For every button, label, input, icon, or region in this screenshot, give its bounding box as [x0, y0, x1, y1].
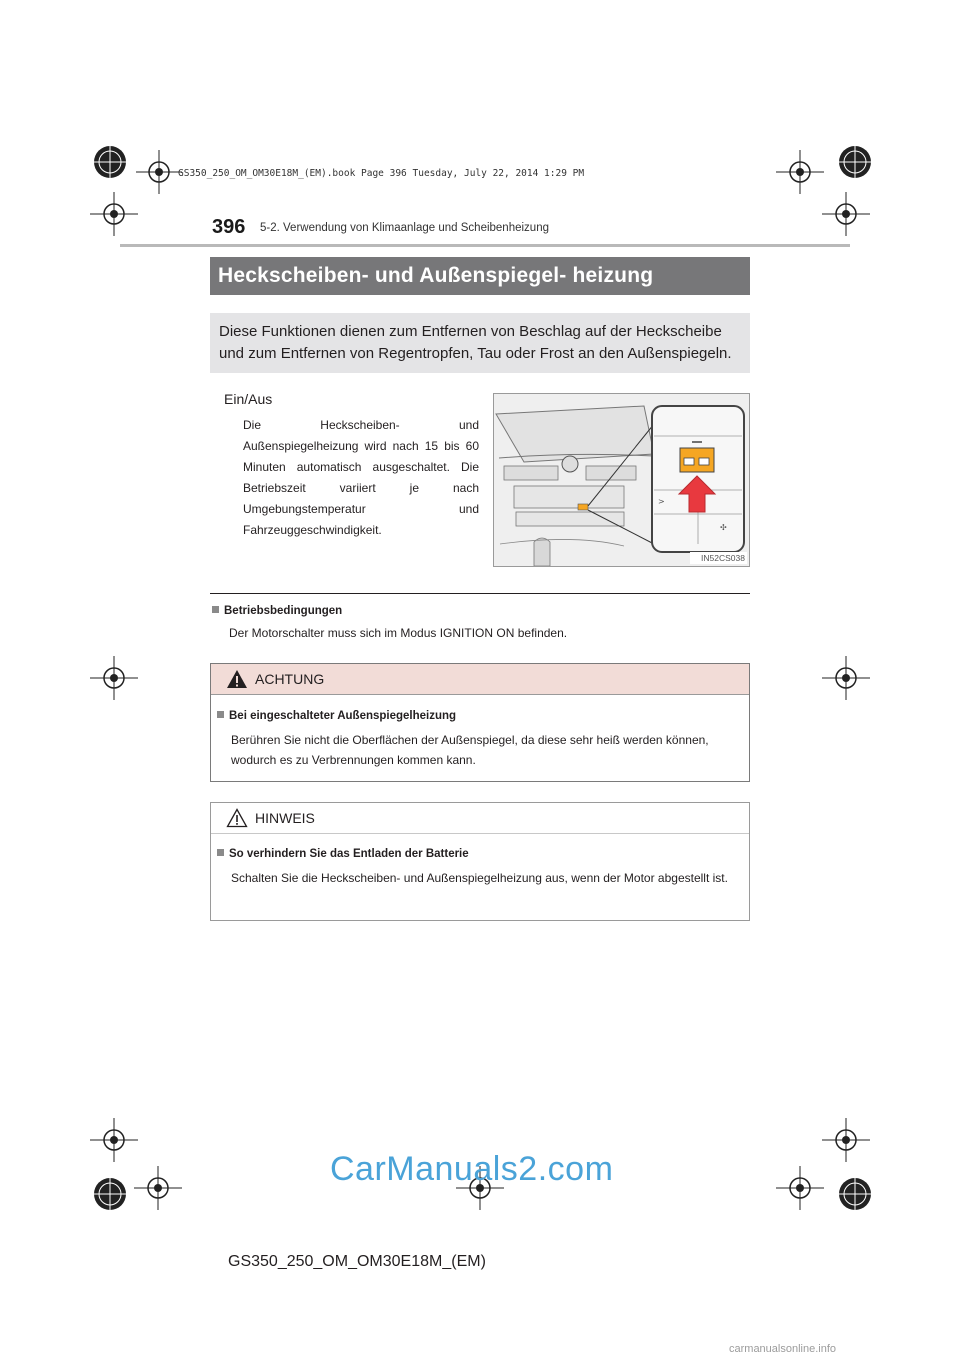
- dashboard-figure: [493, 393, 750, 567]
- warning-box: [210, 663, 750, 782]
- header-divider: [120, 244, 850, 247]
- notice-heading: [217, 848, 469, 860]
- warning-label: ACHTUNG: [255, 671, 325, 687]
- crosshair-mark-mid-right: [814, 646, 878, 710]
- registration-mark-bottom-right: [820, 1172, 884, 1236]
- bullet-square-icon: [212, 606, 219, 613]
- crosshair-mark-top-left-2: [82, 182, 146, 246]
- watermark-logo: CarManuals2.com: [330, 1150, 614, 1188]
- crosshair-mark-mid-left: [82, 646, 146, 710]
- intro-box: [210, 313, 750, 373]
- bullet-square-icon: [217, 849, 224, 856]
- intro-text: Diese Funktionen dienen zum Entfernen von Beschlag auf der Heckscheibe und zum Entfernen von Regentropfen, Tau oder Frost an den Außenspiegeln.: [219, 323, 732, 362]
- on-off-label: Ein/Aus: [224, 391, 273, 407]
- conditions-heading: [212, 605, 342, 617]
- section-title: Heckscheiben- und Außenspiegel- heizung: [218, 264, 654, 287]
- svg-text:✣: ✣: [720, 523, 727, 532]
- footer-document-id: GS350_250_OM_OM30E18M_(EM): [228, 1253, 486, 1270]
- conditions-heading-text: Betriebsbedingungen: [224, 605, 343, 617]
- page-number: 396: [212, 216, 246, 238]
- notice-label: HINWEIS: [255, 810, 315, 826]
- notice-triangle-icon: [226, 808, 248, 828]
- notice-text: Schalten Sie die Heckscheiben- und Außenspiegelheizung aus, wenn der Motor abgestellt ist.: [231, 871, 728, 885]
- crosshair-mark-bottom-left-2: [126, 1156, 190, 1220]
- svg-text:>: >: [658, 497, 665, 506]
- notice-header: [211, 803, 749, 834]
- notice-box: [210, 802, 750, 921]
- section-title-bar: [210, 257, 750, 295]
- on-off-description: Die Heckscheiben- und Außenspiegelheizung wird nach 15 bis 60 Minuten automatisch ausgeschaltet. Die Betriebszeit variiert je nach Umgebungstemperatur und Fahrzeuggeschwindigkeit.: [243, 418, 479, 537]
- section-divider: [210, 593, 750, 594]
- notice-heading-text: So verhindern Sie das Entladen der Batterie: [229, 848, 469, 860]
- warning-text: Berühren Sie nicht die Oberflächen der Außenspiegel, da diese sehr heiß werden können, wodurch es zu Verbrennungen kommen kann.: [231, 733, 709, 767]
- warning-header: [211, 664, 749, 695]
- figure-code: IN52CS038: [701, 553, 745, 563]
- warning-triangle-icon: [226, 669, 248, 689]
- chapter-heading: 5-2. Verwendung von Klimaanlage und Scheibenheizung: [260, 222, 549, 234]
- bullet-square-icon: [217, 711, 224, 718]
- warning-heading-text: Bei eingeschalteter Außenspiegelheizung: [229, 710, 457, 722]
- print-info-line: GS350_250_OM_OM30E18M_(EM).book Page 396 Tuesday, July 22, 2014 1:29 PM: [178, 168, 585, 179]
- warning-heading: [217, 710, 456, 722]
- watermark-site: carmanualsonline.info: [729, 1343, 837, 1355]
- conditions-text: Der Motorschalter muss sich im Modus IGNITION ON befinden.: [229, 626, 568, 640]
- crosshair-mark-top-right-2: [814, 182, 878, 246]
